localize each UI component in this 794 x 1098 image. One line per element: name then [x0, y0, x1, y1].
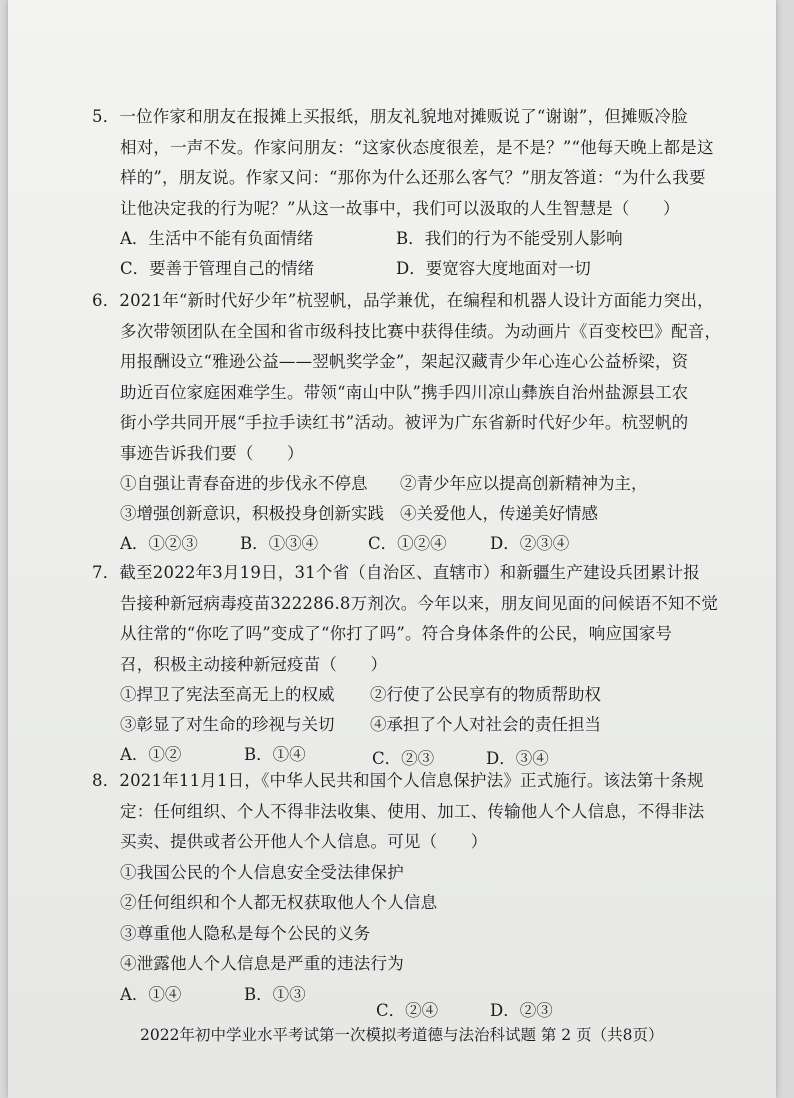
choice-d: D．②③: [490, 1000, 553, 1020]
question-7-line-2: 告接种新冠病毒疫苗322286.8万剂次。今年以来，朋友间见面的问候语不知不觉: [120, 593, 719, 613]
question-8-item-3: ③尊重他人隐私是每个公民的义务: [120, 923, 371, 943]
question-8-item-2: ②任何组织和个人都无权获取他人个人信息: [120, 893, 438, 912]
question-6-line-2: 多次带领团队在全国和省市级科技比赛中获得佳绩。为动画片《百变校巴》配音，: [120, 321, 722, 341]
choice-b: B．①③④: [240, 534, 319, 553]
question-7-items-row-1: [92, 680, 692, 710]
choice-d: D．②③④: [490, 534, 570, 553]
statement-1: ①捍卫了宪法至高无上的权威: [120, 685, 335, 704]
question-7-line-3: 从往常的“你吃了吗”变成了“你打了吗”。符合身体条件的公民，响应国家号: [120, 624, 673, 643]
question-8-line-1: 8．2021年11月1日，《中华人民共和国个人信息保护法》正式施行。该法第十条规: [92, 771, 704, 790]
question-6: [92, 286, 722, 559]
question-7-items-row-2: [92, 710, 692, 740]
question-8-choices: [92, 980, 692, 1020]
choice-c: C．①②④: [368, 534, 447, 553]
statement-3: ③增强创新意识，积极投身创新实践: [120, 504, 384, 523]
question-6-line-3: 用报酬设立“雅逊公益——翌帆奖学金”，架起汉藏青少年心连心公益桥梁，资: [120, 352, 689, 371]
question-8-item-1: ①我国公民的个人信息安全受法律保护: [120, 862, 404, 882]
statement-4: ④承担了个人对社会的责任担当: [370, 715, 601, 734]
choice-a: A．①②: [120, 745, 182, 764]
question-5-line-1: 5．一位作家和朋友在报摊上买报纸，朋友礼貌地对摊贩说了“谢谢”，但摊贩冷脸: [92, 107, 688, 126]
question-6-items-row-2: [92, 499, 692, 529]
statement-1: ①自强让青春奋进的步伐永不停息: [120, 474, 368, 493]
question-7-line-4: 召，积极主动接种新冠疫苗（ ）: [120, 654, 388, 674]
choice-a: A．生活中不能有负面情绪: [120, 229, 314, 248]
choice-d: D．要宽容大度地面对一切: [396, 259, 591, 278]
page-footer: 2022年初中学业水平考试第一次模拟考道德与法治科试题 第 2 页（共8页）: [140, 1026, 664, 1044]
choice-b: B．①④: [244, 745, 306, 764]
question-6-line-1: 6．2021年“新时代好少年”杭翌帆，品学兼优，在编程和机器人设计方面能力突出，: [92, 291, 714, 310]
statement-3: ③彰显了对生命的珍视与关切: [120, 715, 335, 734]
exam-page: [8, 0, 776, 1098]
question-8-line-2: 定：任何组织、个人不得非法收集、使用、加工、传输他人个人信息，不得非法: [120, 801, 705, 821]
choice-b: B．①③: [244, 984, 306, 1004]
statement-4: ④关爱他人，传递美好情感: [400, 504, 598, 523]
question-5-line-3: 样的”，朋友说。作家又问：“那你为什么还那么客气？”朋友答道：“为什么我要: [120, 168, 706, 187]
choice-b: B．我们的行为不能受别人影响: [396, 229, 623, 248]
question-5-line-2: 相对，一声不发。作家问朋友：“这家伙态度很差，是不是？”“他每天晚上都是这: [120, 137, 714, 157]
question-6-line-5: 街小学共同开展“手拉手读红书”活动。被评为广东省新时代好少年。杭翌帆的: [120, 413, 689, 432]
question-5-line-4: 让他决定我的行为呢？”从这一故事中，我们可以汲取的人生智慧是（ ）: [120, 198, 680, 218]
question-8-line-3: 买卖、提供或者公开他人个人信息。可见（ ）: [120, 832, 488, 851]
choice-c: C．要善于管理自己的情绪: [120, 259, 315, 278]
question-8: [92, 766, 705, 1020]
question-7-line-1: 7．截至2022年3月19日，31个省（自治区、直辖市）和新疆生产建设兵团累计报: [92, 563, 700, 582]
choice-a: A．①②③: [120, 534, 198, 553]
question-6-line-4: 助近百位家庭困难学生。带领“南山中队”携手四川凉山彝族自治州盐源县工农: [120, 382, 689, 402]
question-7: [92, 558, 719, 770]
choice-d: D．③④: [486, 749, 549, 768]
question-6-choices: [92, 529, 692, 559]
question-6-items-row-1: [92, 469, 692, 499]
question-5: [92, 102, 714, 284]
statement-2: ②青少年应以提高创新精神为主，: [400, 474, 648, 493]
statement-2: ②行使了公民享有的物质帮助权: [370, 685, 601, 704]
question-6-line-6: 事迹告诉我们要（ ）: [120, 443, 304, 463]
choice-a: A．①④: [120, 984, 182, 1004]
question-5-choices-row-1: [92, 224, 692, 254]
question-5-choices-row-2: [92, 254, 692, 284]
question-8-item-4: ④泄露他人个人信息是严重的违法行为: [120, 954, 404, 973]
choice-c: C．②③: [372, 749, 435, 768]
choice-c: C．②④: [376, 1000, 439, 1020]
